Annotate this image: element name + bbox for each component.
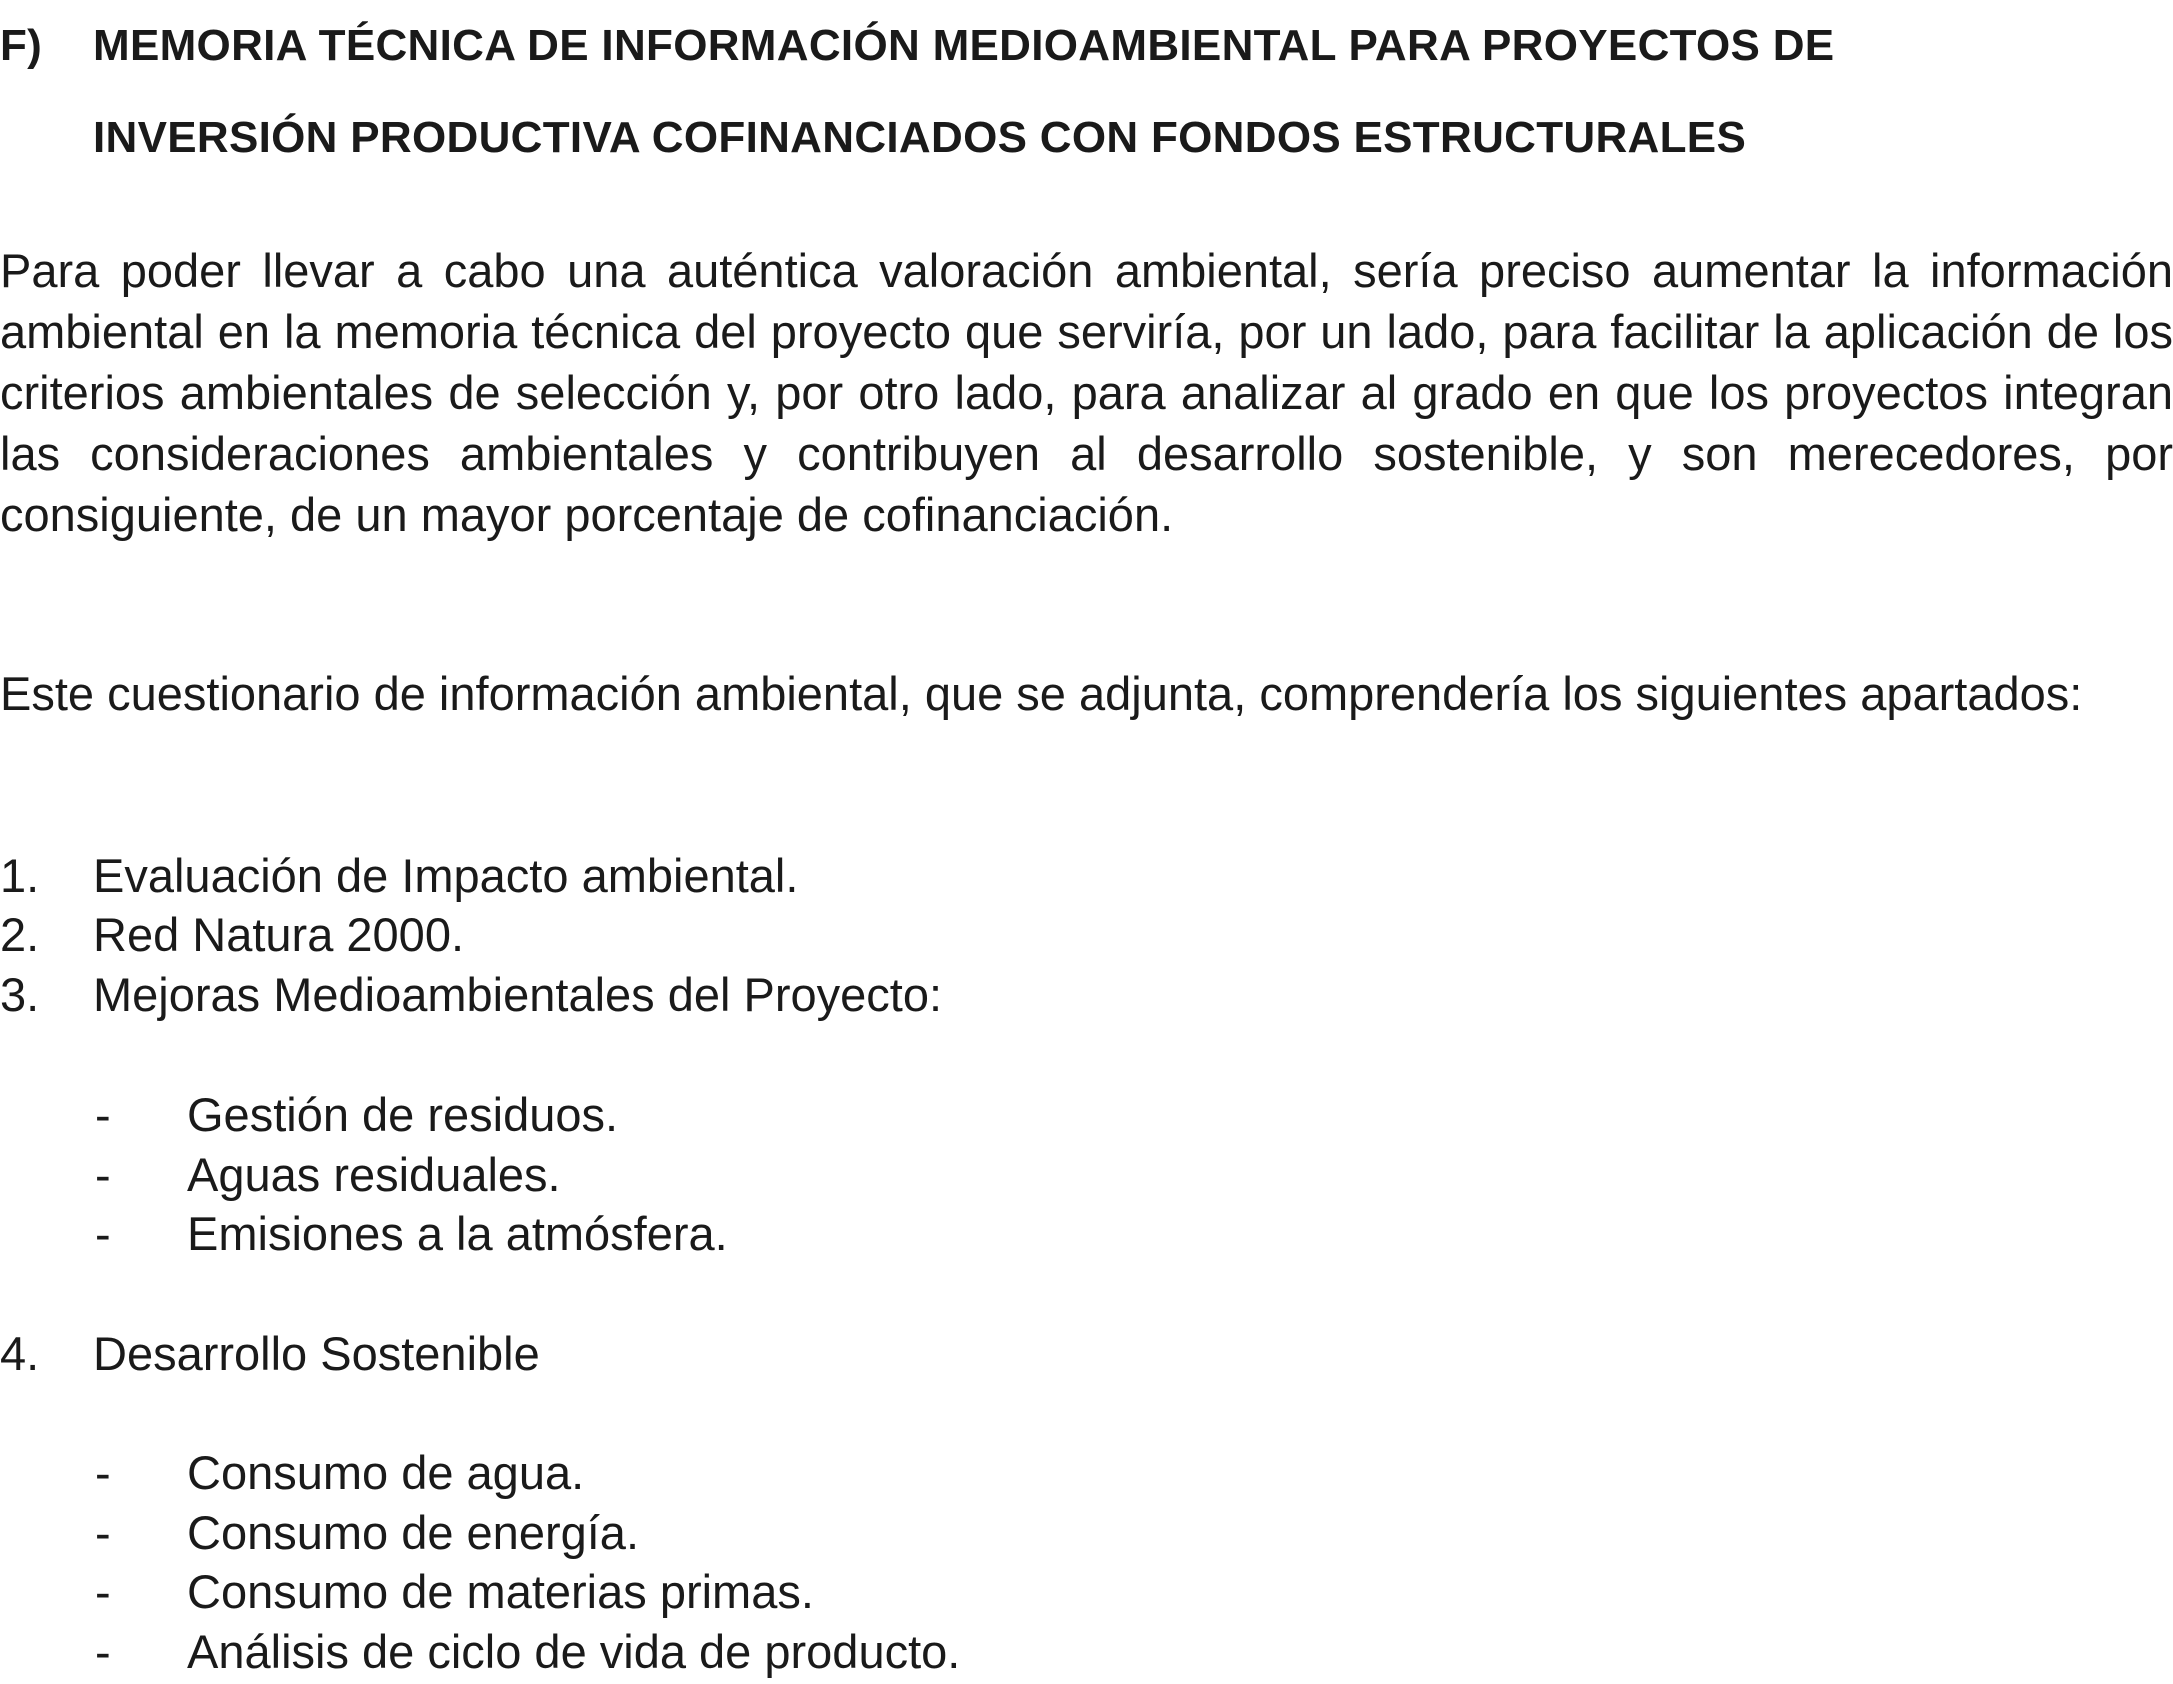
dash-marker: - (95, 1506, 111, 1559)
intro-paragraph: Para poder llevar a cabo una auténtica valoración ambiental, sería preciso aumentar la información ambiental en la memoria técnica del proyecto que serviría, por un lado, para facilitar la aplicación de los criterios ambientales de selección y, por otro lado, para analizar al grado en que los proyectos integran las consideraciones ambientales y contribuyen al desarrollo sostenible, y son merecedores, por consiguiente, de un mayor porcentaje de cofinanciación. (0, 244, 2173, 541)
sub-item-text: Gestión de residuos. (187, 1088, 619, 1141)
sub-item-text: Consumo de energía. (187, 1506, 640, 1559)
list-item-desarrollo-sostenible (0, 1324, 1200, 1384)
dash-marker: - (95, 1625, 111, 1678)
list-number: 2. (0, 908, 40, 961)
list-number: 4. (0, 1327, 40, 1380)
list-item-text: Red Natura 2000. (93, 908, 465, 961)
sub-item-text: Consumo de materias primas. (187, 1565, 814, 1618)
list-item-text: Evaluación de Impacto ambiental. (93, 849, 799, 902)
sub-item-ciclo-vida (0, 1622, 1200, 1682)
section-title-line-1: MEMORIA TÉCNICA DE INFORMACIÓN MEDIOAMBIENTAL PARA PROYECTOS DE (93, 21, 1835, 70)
sub-item-gestion-residuos (0, 1085, 1200, 1145)
dash-marker: - (95, 1565, 111, 1618)
list-item-red-natura (0, 905, 1200, 965)
sub-item-text: Emisiones a la atmósfera. (187, 1207, 728, 1260)
section-title-line-2: INVERSIÓN PRODUCTIVA COFINANCIADOS CON FONDOS ESTRUCTURALES (93, 113, 1747, 162)
list-item-text: Mejoras Medioambientales del Proyecto: (93, 968, 943, 1021)
sub-item-consumo-materias (0, 1562, 1200, 1622)
sub-item-consumo-agua (0, 1443, 1200, 1503)
list-item-mejoras (0, 965, 1200, 1025)
list-item-evaluacion (0, 846, 1200, 906)
section-letter: F) (0, 21, 43, 70)
dash-marker: - (95, 1446, 111, 1499)
dash-marker: - (95, 1088, 111, 1141)
sub-item-consumo-energia (0, 1503, 1200, 1563)
list-number: 1. (0, 849, 40, 902)
dash-marker: - (95, 1148, 111, 1201)
list-item-text: Desarrollo Sostenible (93, 1327, 540, 1380)
dash-marker: - (95, 1207, 111, 1260)
sub-item-emisiones (0, 1204, 1200, 1264)
sub-item-text: Consumo de agua. (187, 1446, 585, 1499)
section-title (93, 0, 2173, 184)
questionnaire-paragraph: Este cuestionario de información ambiental, que se adjunta, comprendería los siguientes apartados: (0, 667, 2083, 720)
list-number: 3. (0, 968, 40, 1021)
sub-item-text: Análisis de ciclo de vida de producto. (187, 1625, 961, 1678)
sub-item-aguas-residuales (0, 1145, 1200, 1205)
sub-item-text: Aguas residuales. (187, 1148, 561, 1201)
